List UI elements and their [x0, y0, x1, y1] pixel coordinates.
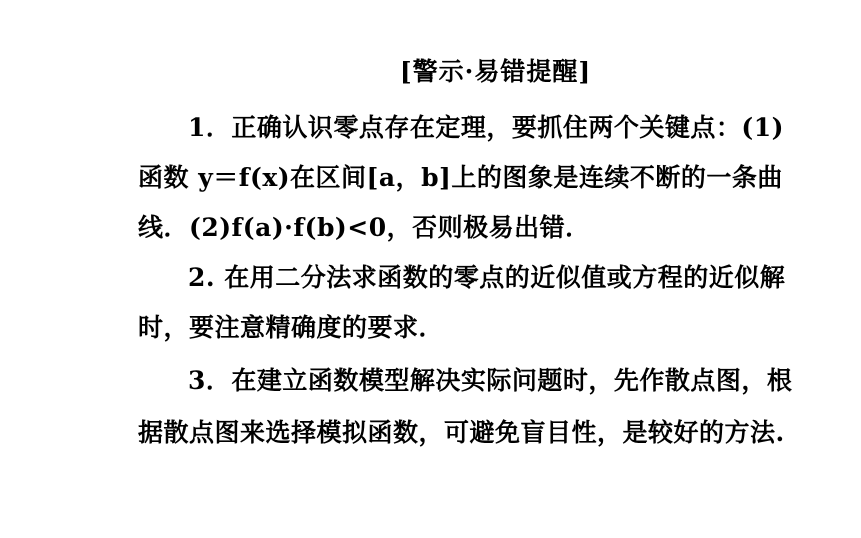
item-1-line-2: 函数 y＝f(x)在区间[a，b]上的图象是连续不断的一条曲 [138, 163, 783, 192]
item-3-line-1: 3．在建立函数模型解决实际问题时，先作散点图，根 [188, 366, 793, 395]
section-heading: [警示·易错提醒] [399, 57, 592, 86]
item-1-line-1: 1．正确认识零点存在定理，要抓住两个关键点：(1) [188, 113, 784, 142]
item-2-line-2: 时，要注意精确度的要求． [138, 313, 445, 342]
item-2-line-1: 2. 在用二分法求函数的零点的近似值或方程的近似解 [188, 263, 786, 292]
item-3-line-2: 据散点图来选择模拟函数，可避免盲目性，是较好的方法. [138, 418, 785, 447]
item-1-line-3: 线．(2)f(a)·f(b)<0，否则极易出错． [138, 213, 591, 242]
